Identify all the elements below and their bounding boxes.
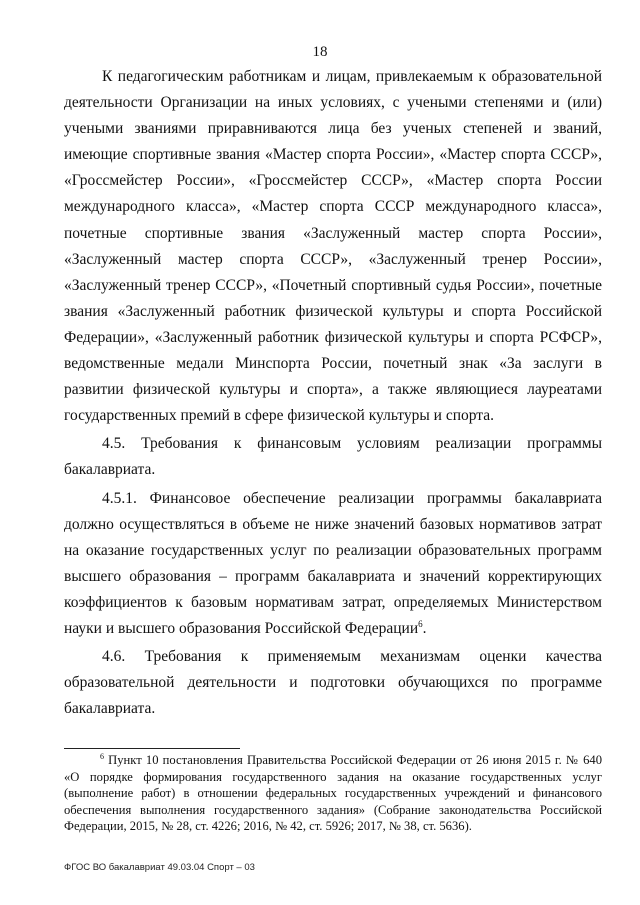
document-code: ФГОС ВО бакалавриат 49.03.04 Спорт – 03 <box>64 862 255 873</box>
paragraph-section-4-5-1 <box>64 486 602 643</box>
footnote-reference: 6 <box>418 618 423 629</box>
footnote-separator <box>64 748 240 749</box>
paragraph-section-4-5-1-end: . <box>422 619 427 637</box>
paragraph-section-4-5-1-text: 4.5.1. Финансовое обеспечение реализации программы бакалавриата должно осуществляться в объеме не ниже значений базовых нормативов затрат на оказание государственных услуг по реализации образовательных программ высшего образования – программ бакалавриата и значений корректирующих коэффициентов к базовым нормативам затрат, определяемых Министерством науки и высшего образования Российской Федерации <box>64 489 602 637</box>
page-number: 18 <box>312 44 328 60</box>
paragraph-teaching-staff: К педагогическим работникам и лицам, привлекаемым к образовательной деятельности Организации на иных условиях, с учеными степенями и (или) учеными званиями приравниваются лица без ученых степеней и званий, имеющие спортивные звания «Мастер спорта России», «Мастер спорта СССР», «Гроссмейстер России», «Гроссмейстер СССР», «Мастер спорта России международного класса», «Мастер спорта СССР международного класса», почетные спортивные звания «Заслуженный мастер спорта России», «Заслуженный мастер спорта СССР», «Заслуженный тренер России», «Заслуженный тренер СССР», «Почетный спортивный судья России», почетные звания «Заслуженный работник физической культуры и спорта Российской Федерации», «Заслуженный работник физической культуры и спорта РСФСР», ведомственные медали Минспорта России, почетный знак «За заслуги в развитии физической культуры и спорта», а также являющиеся лауреатами государственных премий в сфере физической культуры и спорта. <box>64 68 602 425</box>
main-text <box>64 64 602 722</box>
footnote <box>64 752 602 835</box>
paragraph-section-4-6: 4.6. Требования к применяемым механизмам оценки качества образовательной деятельности и подготовки обучающихся по программе бакалавриата. <box>64 648 602 718</box>
footnote-paragraph <box>64 752 602 835</box>
footnote-text: Пункт 10 постановления Правительства Российской Федерации от 26 июня 2015 г. № 640 «О порядке формирования государственного задания на оказание государственных услуг (выполнение работ) в отношении федеральных государственных учреждений и финансового обеспечения выполнения государственного задания» (Собрание законодательства Российской Федерации, 2015, № 28, ст. 4226; 2016, № 42, ст. 5926; 2017, № 38, ст. 5636). <box>64 753 602 834</box>
paragraph-section-4-5: 4.5. Требования к финансовым условиям реализации программы бакалавриата. <box>64 435 602 479</box>
footnote-marker: 6 <box>100 752 104 761</box>
